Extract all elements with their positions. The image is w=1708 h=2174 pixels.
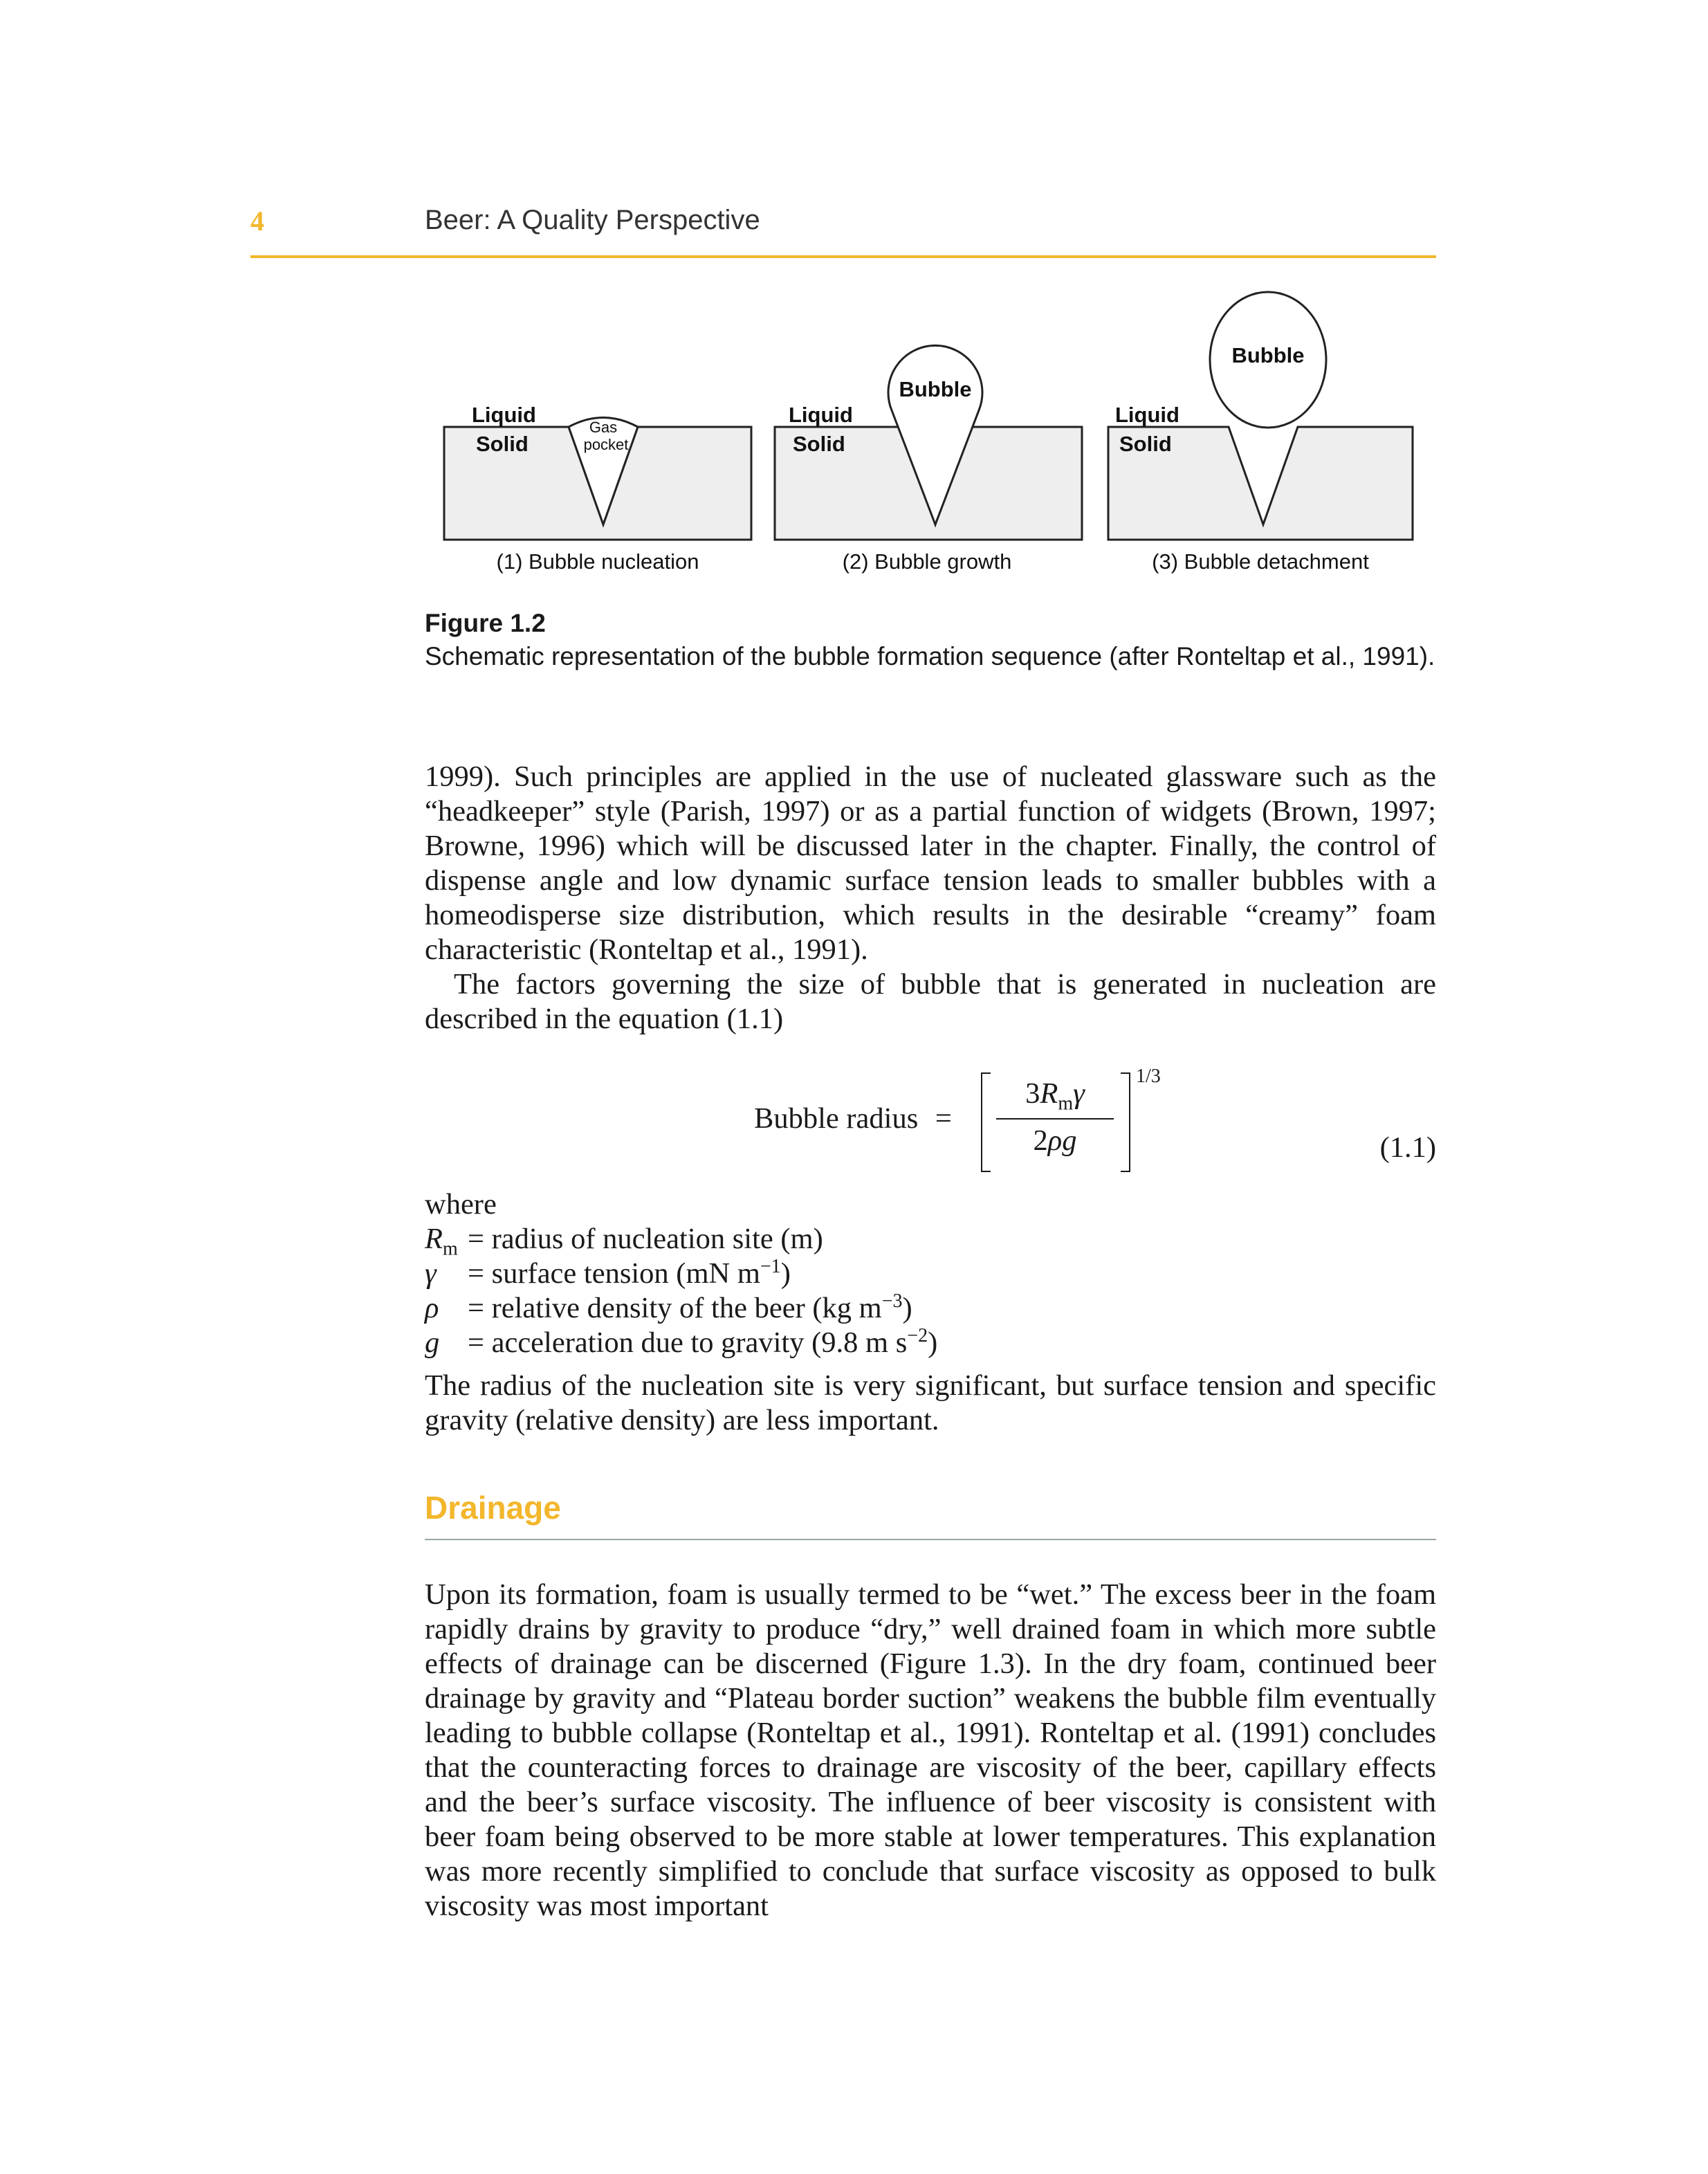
definition-rho: ρ = relative density of the beer (kg $m^{-3}$)	[425, 1290, 912, 1324]
panel-2-growth	[775, 345, 1082, 574]
equation-1-1	[754, 1059, 1436, 1183]
body-paragraph: Upon its formation, foam is usually termed to be “wet.” The excess beer in the foam rapidly drains by gravity to produce “dry,” well drained foam in which more subtle effects of drainage can be discerned (Figure 1.3). In the dry foam, continued beer drainage by gravity and “Plateau border suction” weakens the bubble film eventually leading to bubble collapse (Ronteltap et al., 1991). Ronteltap et al. (1991) concludes that the counteracting forces to drainage are viscosity of the beer, capillary effects and the beer’s surface viscosity. The influence of beer viscosity is consistent with beer foam being observed to be more stable at lower temperatures. This explanation was more recently simplified to conclude that surface viscosity as opposed to bulk viscosity was most important	[425, 1578, 1436, 1922]
body-paragraph: The radius of the nucleation site is very significant, but surface tension and specific gravity (relative density) are less important.	[425, 1369, 1436, 1436]
solid-label: Solid	[476, 432, 529, 456]
definition-rm: $R_m$ = radius of nucleation site (m)	[425, 1223, 823, 1260]
definition-gamma: γ = surface tension (mN $m^{-1}$)	[425, 1255, 791, 1290]
figure-label: Figure 1.2	[425, 609, 546, 637]
section-rule	[425, 1539, 1436, 1540]
panel-1-nucleation	[444, 403, 751, 574]
definition-g: g = acceleration due to gravity (9.8 m $s^{-2}$)	[425, 1324, 938, 1359]
panel-caption: (1) Bubble nucleation	[496, 549, 699, 574]
solid-label: Solid	[793, 432, 845, 456]
liquid-label: Liquid	[472, 403, 536, 427]
solid-label: Solid	[1119, 432, 1172, 456]
body-paragraph: 1999). Such principles are applied in the use of nucleated glassware such as the “headkeeper” style (Parish, 1997) or as a partial function of widgets (Brown, 1997; Browne, 1996) which will be discussed later in the chapter. Finally, the control of dispense angle and low dynamic surface tension leads to smaller bubbles with a homeodisperse size distribution, which results in the desirable “creamy” foam characteristic (Ronteltap et al., 1991).	[425, 760, 1436, 966]
body-paragraph: The factors governing the size of bubble that is generated in nucleation are described in the equation (1.1)	[425, 968, 1436, 1035]
figure-caption: Schematic representation of the bubble formation sequence (after Ronteltap et al., 1991).	[425, 642, 1435, 670]
bubble-label: Bubble	[899, 377, 972, 401]
panel-caption: (2) Bubble growth	[842, 549, 1012, 574]
equation-number: (1.1)	[1379, 1131, 1436, 1164]
where-label: where	[425, 1188, 497, 1221]
fraction-bar	[996, 1118, 1114, 1120]
equation-exponent: 1/3	[1136, 1066, 1161, 1087]
right-bracket	[1121, 1072, 1130, 1172]
panel-caption: (3) Bubble detachment	[1152, 549, 1369, 574]
page-number: 4	[250, 205, 264, 237]
panel-3-detachment	[1108, 292, 1413, 574]
equation-denominator: 2ρg	[1033, 1124, 1077, 1157]
variable-definitions	[425, 1187, 938, 1360]
liquid-label: Liquid	[789, 403, 853, 427]
equation-numerator: $3R_m\gamma$	[1025, 1077, 1085, 1115]
gas-pocket-label-line1: Gas	[589, 419, 618, 436]
running-head: Beer: A Quality Perspective	[425, 205, 760, 235]
section-heading: Drainage	[425, 1490, 561, 1526]
bubble-label: Bubble	[1231, 343, 1305, 367]
liquid-label: Liquid	[1115, 403, 1179, 427]
gas-pocket-label-line2: pocket	[583, 436, 629, 453]
header-rule	[250, 255, 1436, 258]
bubble-formation-figure	[415, 284, 1425, 588]
equation-lhs: Bubble radius =	[754, 1102, 952, 1135]
